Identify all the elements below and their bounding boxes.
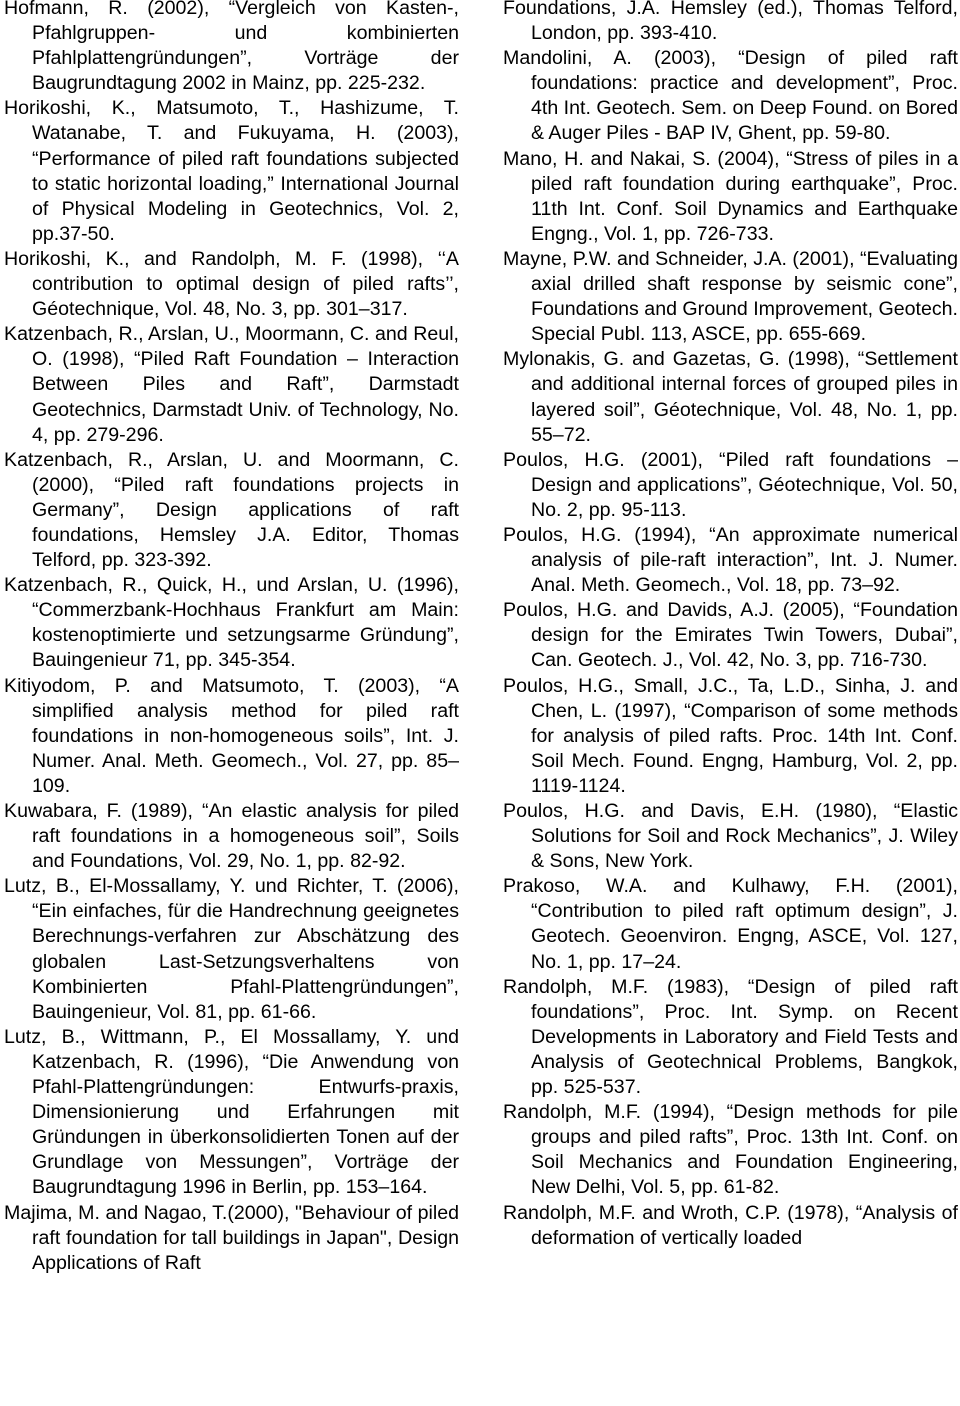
right-column — [503, 0, 958, 1251]
reference-entry: Kuwabara, F. (1989), “An elastic analysis for piled raft foundations in a homogeneous soil”, Soils and Foundations, Vol. 29, No. 1, pp. 82-92. — [4, 800, 459, 873]
reference-entry: Mayne, P.W. and Schneider, J.A. (2001), “Evaluating axial drilled shaft response by seismic cone”, Foundations and Ground Improvement, Geotech. Special Publ. 113, ASCE, pp. 655-669. — [503, 247, 958, 346]
reference-entry: Katzenbach, R., Quick, H., und Arslan, U. (1996), “Commerzbank-Hochhaus Frankfurt am Main: kostenoptimierte und setzungsarme Gründung”, Bauingenieur 71, pp. 345-354. — [4, 574, 459, 672]
reference-entry: Poulos, H.G. and Davids, A.J. (2005), “Foundation design for the Emirates Twin Towers, Dubai”, Can. Geotech. J., Vol. 42, No. 3, pp. 716-730. — [503, 599, 958, 672]
reference-entry: Hofmann, R. (2002), “Vergleich von Kasten-, Pfahlgruppen- und kombinierten Pfahlplattengründungen”, Vorträge der Baugrundtagung 2002 in Mainz, pp. 225-232. — [4, 0, 459, 95]
reference-entry: Katzenbach, R., Arslan, U., Moormann, C. and Reul, O. (1998), “Piled Raft Foundation – Interaction Between Piles and Raft”, Darmstadt Geotechnics, Darmstadt Univ. of Technology, No. 4, pp. 279-296. — [4, 323, 459, 446]
reference-entry: Poulos, H.G., Small, J.C., Ta, L.D., Sinha, J. and Chen, L. (1997), “Comparison of some methods for analysis of piled rafts. Proc. 14th Int. Conf. Soil Mech. Found. Engng, Hamburg, Vol. 2, pp. 1119-1124. — [503, 674, 958, 797]
reference-entry: Horikoshi, K., and Randolph, M. F. (1998), ‘‘A contribution to optimal design of piled rafts’’, Géotechnique, Vol. 48, No. 3, pp. 301–317. — [4, 247, 459, 321]
reference-entry: Poulos, H.G. (2001), “Piled raft foundations – Design and applications”, Géotechnique, Vol. 50, No. 2, pp. 95-113. — [503, 448, 958, 521]
reference-entry: Prakoso, W.A. and Kulhawy, F.H. (2001), “Contribution to piled raft optimum design”, J. Geotech. Geoenviron. Engng, ASCE, Vol. 127, No. 1, pp. 17–24. — [503, 875, 958, 973]
reference-entry: Mandolini, A. (2003), “Design of piled raft foundations: practice and development”, Proc. 4th Int. Geotech. Sem. on Deep Found. on Bored & Auger Piles - BAP IV, Ghent, pp. 59-80. — [503, 47, 958, 145]
reference-entry: Lutz, B., El-Mossallamy, Y. und Richter, T. (2006), “Ein einfaches, für die Handrechnung geeignetes Berechnungs-verfahren zur Abschätzung des globalen Last-Setzungsverhaltens von Kombinierten Pfahl-Plattengründungen”, Bauingenieur, Vol. 81, pp. 61-66. — [4, 875, 459, 1023]
reference-entry: Majima, M. and Nagao, T.(2000), "Behaviour of piled raft foundation for tall buildings in Japan", Design Applications of Raft — [4, 1201, 459, 1274]
reference-entry: Randolph, M.F. and Wroth, C.P. (1978), “Analysis of deformation of vertically loaded — [503, 1201, 958, 1249]
reference-entry: Randolph, M.F. (1994), “Design methods for pile groups and piled rafts”, Proc. 13th Int. Conf. on Soil Mechanics and Foundation Engineering, New Delhi, Vol. 5, pp. 61-82. — [503, 1101, 958, 1199]
reference-entry: Lutz, B., Wittmann, P., El Mossallamy, Y. und Katzenbach, R. (1996), “Die Anwendung von Pfahl-Plattengründungen: Entwurfs-praxis, Dimensionierung und Erfahrungen mit Gründungen in überkonsolidierten Tonen auf der Grundlage von Messungen”, Vorträge der Baugrundtagung 1996 in Berlin, pp. 153–164. — [4, 1025, 459, 1199]
reference-entry: Randolph, M.F. (1983), “Design of piled raft foundations”, Proc. Int. Symp. on Recent Developments in Laboratory and Field Tests and Analysis of Geotechnical Problems, Bangkok, pp. 525-537. — [503, 975, 958, 1099]
reference-entry: Poulos, H.G. (1994), “An approximate numerical analysis of pile-raft interaction”, Int. J. Numer. Anal. Meth. Geomech., Vol. 18, pp. 73–92. — [503, 523, 958, 597]
reference-entry: Kitiyodom, P. and Matsumoto, T. (2003), “A simplified analysis method for piled raft foundations in non-homogeneous soils”, Int. J. Numer. Anal. Meth. Geomech., Vol. 27, pp. 85–109. — [4, 674, 459, 797]
left-column — [4, 0, 459, 1276]
reference-entry: Mano, H. and Nakai, S. (2004), “Stress of piles in a piled raft foundation during earthquake”, Proc. 11th Int. Conf. Soil Dynamics and Earthquake Engng., Vol. 1, pp. 726-733. — [503, 147, 958, 245]
reference-entry: Poulos, H.G. and Davis, E.H. (1980), “Elastic Solutions for Soil and Rock Mechanics”, J. Wiley & Sons, New York. — [503, 800, 958, 873]
reference-entry: Katzenbach, R., Arslan, U. and Moormann, C. (2000), “Piled raft foundations projects in Germany”, Design applications of raft foundations, Hemsley J.A. Editor, Thomas Telford, pp. 323-392. — [4, 448, 459, 572]
reference-entry: Horikoshi, K., Matsumoto, T., Hashizume, T. Watanabe, T. and Fukuyama, H. (2003), “Performance of piled raft foundations subjected to static horizontal loading,” International Journal of Physical Modeling in Geotechnics, Vol. 2, pp.37-50. — [4, 97, 459, 245]
reference-entry: Mylonakis, G. and Gazetas, G. (1998), “Settlement and additional internal forces of grouped piles in layered soil”, Géotechnique, Vol. 48, No. 1, pp. 55–72. — [503, 348, 958, 446]
reference-entry: Foundations, J.A. Hemsley (ed.), Thomas Telford, London, pp. 393-410. — [503, 0, 958, 45]
